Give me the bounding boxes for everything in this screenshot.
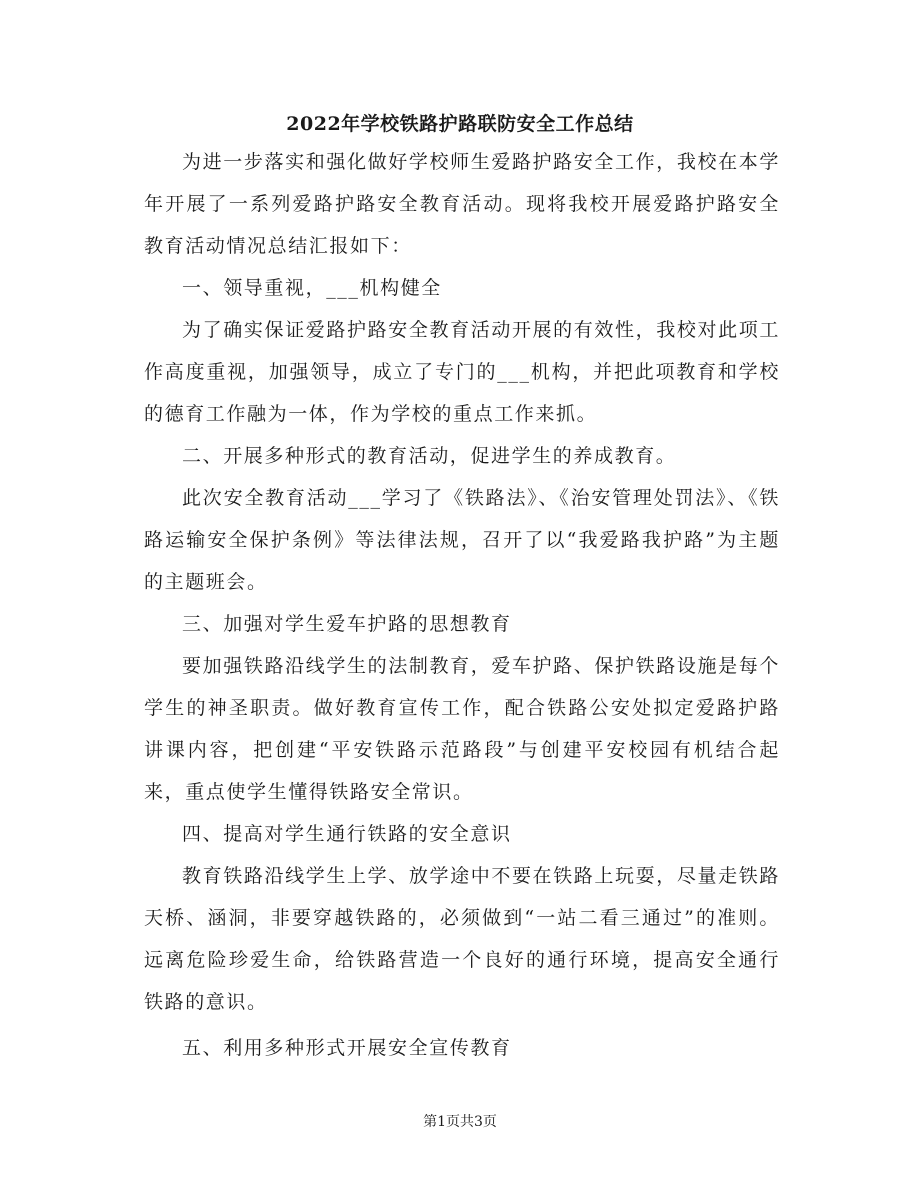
paragraph-section-2: 此次安全教育活动___学习了《铁路法》、《治安管理处罚法》、《铁路运输安全保护条例》等法律法规，召开了以“我爱路我护路”为主题的主题班会。 [144, 487, 780, 593]
heading-section-5: 五、利用多种形式开展安全宣传教育 [182, 1037, 512, 1059]
heading-section-3: 三、加强对学生爱车护路的思想教育 [182, 613, 512, 635]
heading-section-4: 四、提高对学生通行铁路的安全意识 [182, 823, 512, 845]
heading-section-1: 一、领导重视，___机构健全 [182, 277, 442, 299]
paragraph-section-3: 要加强铁路沿线学生的法制教育，爱车护路、保护铁路设施是每个学生的神圣职责。做好教育宣传工作，配合铁路公安处拟定爱路护路讲课内容，把创建“平安铁路示范路段”与创建平安校园有机结合起来，重点使学生懂得铁路安全常识。 [144, 655, 780, 803]
paragraph-section-4: 教育铁路沿线学生上学、放学途中不要在铁路上玩耍，尽量走铁路天桥、涵洞，非要穿越铁路的，必须做到“一站二看三通过”的准则。远离危险珍爱生命，给铁路营造一个良好的通行环境，提高安全通行铁路的意识。 [144, 865, 780, 1013]
paragraph-section-1: 为了确实保证爱路护路安全教育活动开展的有效性，我校对此项工作高度重视，加强领导，成立了专门的___机构，并把此项教育和学校的德育工作融为一体，作为学校的重点工作来抓。 [144, 319, 780, 425]
heading-section-2: 二、开展多种形式的教育活动，促进学生的养成教育。 [182, 445, 677, 467]
document-body [144, 141, 780, 1069]
page-number: 第1页共3页 [423, 1114, 497, 1130]
document-title: 2022年学校铁路护路联防安全工作总结 [286, 113, 634, 135]
paragraph-intro: 为进一步落实和强化做好学校师生爱路护路安全工作，我校在本学年开展了一系列爱路护路安全教育活动。现将我校开展爱路护路安全教育活动情况总结汇报如下： [144, 151, 780, 257]
